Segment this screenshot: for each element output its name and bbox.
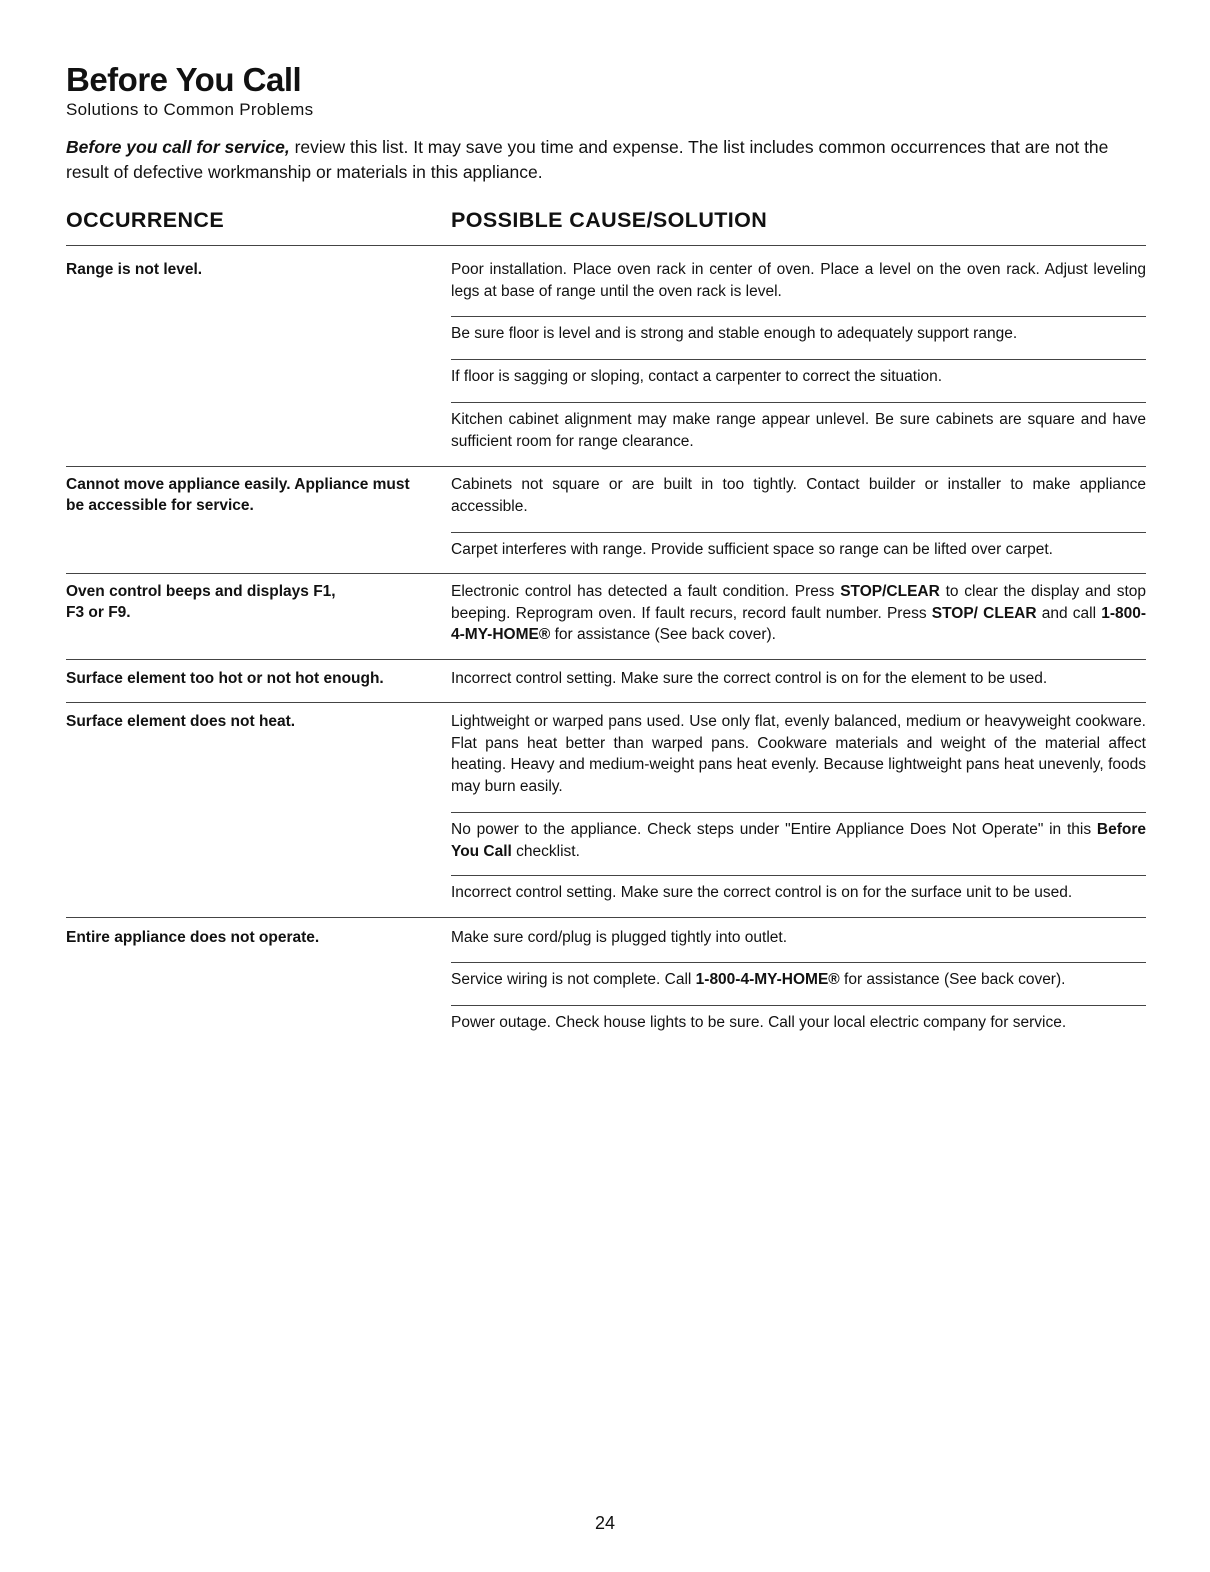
stop-clear-key: STOP/ CLEAR (931, 604, 1037, 622)
solution-item (451, 819, 1146, 862)
solution-item: Power outage. Check house lights to be sure. Call your local electric company for service. (451, 1014, 1067, 1031)
divider (451, 962, 1146, 963)
solution-item: Lightweight or warped pans used. Use only flat, evenly balanced, medium or heavyweight cookware. Flat pans heat better than warped pans. Cookware materials and weight of the material affect heating. Heavy and medium-weight pans heat evenly. Because lightweight pans heat unevenly, foods may burn easily. (451, 713, 1146, 795)
divider (451, 402, 1146, 403)
solution-item (451, 581, 1146, 646)
solution-text: Electronic control has detected a fault condition. Press (451, 583, 841, 600)
divider (451, 875, 1146, 876)
solution-column-heading: POSSIBLE CAUSE/SOLUTION (451, 208, 768, 232)
solution-item: Poor installation. Place oven rack in center of oven. Place a level on the oven rack. Adjust leveling legs at base of range until the oven rack is level. (451, 261, 1146, 300)
solution-item: Be sure floor is level and is strong and stable enough to adequately support range. (451, 325, 1018, 342)
page-number: 24 (594, 1513, 616, 1533)
page-subtitle: Solutions to Common Problems (66, 100, 314, 119)
occurrence-oven-beeps: Oven control beeps and displays F1, F3 or F9. (66, 583, 336, 621)
divider (66, 466, 1146, 467)
solution-item: Kitchen cabinet alignment may make range appear unlevel. Be sure cabinets are square and have sufficient room for range clearance. (451, 411, 1146, 450)
solution-text: checklist. (511, 842, 580, 860)
divider (66, 573, 1146, 574)
solution-item: Cabinets not square or are built in too tightly. Contact builder or installer to make appliance accessible. (451, 476, 1146, 515)
solution-item: Incorrect control setting. Make sure the correct control is on for the surface unit to be used. (451, 884, 1073, 901)
intro-paragraph (66, 135, 1146, 185)
page-title: Before You Call (66, 61, 302, 98)
divider (451, 316, 1146, 317)
divider (66, 245, 1146, 246)
occurrence-no-heat: Surface element does not heat. (66, 713, 296, 730)
occurrence-column-heading: OCCURRENCE (66, 208, 225, 232)
phone-number: 1-800-4-MY-HOME® (695, 971, 840, 988)
solution-text: for assistance (See back cover). (550, 626, 776, 643)
occurrence-not-operate: Entire appliance does not operate. (66, 929, 320, 946)
intro-text: review this list. It may save you time and expense. The list includes common occurrences that are not the result of defective workmanship or materials in this appliance. (66, 137, 1109, 182)
divider (451, 1005, 1146, 1006)
solution-text: and call (1036, 604, 1102, 622)
divider (451, 532, 1146, 533)
solution-text: Service wiring is not complete. Call (451, 971, 696, 988)
occurrence-too-hot: Surface element too hot or not hot enough. (66, 670, 384, 687)
divider (451, 812, 1146, 813)
solution-text: for assistance (See back cover). (839, 971, 1066, 988)
solution-item: If floor is sagging or sloping, contact a carpenter to correct the situation. (451, 368, 943, 385)
solution-item: Carpet interferes with range. Provide sufficient space so range can be lifted over carpet. (451, 541, 1053, 558)
solution-item (451, 969, 1146, 991)
divider (66, 917, 1146, 918)
intro-lead: Before you call for service, (66, 137, 290, 157)
solution-text: No power to the appliance. Check steps under "Entire Appliance Does Not Operate" in this (451, 821, 1097, 838)
divider (66, 659, 1146, 660)
occurrence-range-not-level: Range is not level. (66, 261, 203, 278)
checklist-name: Before You Call (451, 821, 1146, 860)
divider (451, 359, 1146, 360)
solution-item: Incorrect control setting. Make sure the correct control is on for the element to be used. (451, 670, 1048, 687)
stop-clear-key: STOP/CLEAR (840, 583, 940, 600)
solution-item: Make sure cord/plug is plugged tightly into outlet. (451, 929, 788, 946)
occurrence-cannot-move: Cannot move appliance easily. Appliance must be accessible for service. (66, 476, 410, 514)
solution-text: to clear the display and stop beeping. Reprogram oven. If fault recurs, record fault number. Press (451, 583, 1146, 622)
divider (66, 702, 1146, 703)
phone-number: 1-800-4-MY-HOME® (451, 604, 1147, 643)
